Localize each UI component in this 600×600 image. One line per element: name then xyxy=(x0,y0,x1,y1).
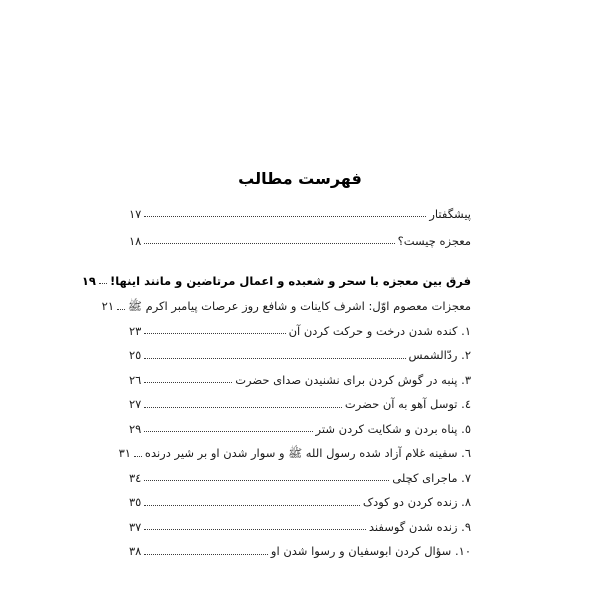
dotted-leader xyxy=(144,407,342,408)
dotted-leader xyxy=(144,505,359,506)
dotted-leader xyxy=(144,480,389,481)
toc-row xyxy=(81,267,471,294)
toc-page-number: ٣٨ xyxy=(129,544,142,559)
toc-entry-text: ٤. توسل آهو به آن حضرت xyxy=(344,397,471,412)
toc-entry-text: پیشگفتار xyxy=(429,206,471,221)
dotted-leader xyxy=(144,243,394,244)
toc-row xyxy=(118,441,471,466)
toc-row xyxy=(129,200,471,227)
toc-entry-text: ٢. ردّالشمس xyxy=(408,348,471,363)
toc-page-number: ٢٥ xyxy=(129,348,142,363)
dotted-leader xyxy=(144,382,232,383)
toc-entry-text: معجزه چیست؟ xyxy=(397,233,471,248)
toc-page-number: ٢١ xyxy=(101,299,115,314)
dotted-leader xyxy=(144,431,312,432)
toc-entry-text: ٣. پنبه در گوش کردن برای نشنیدن صدای حضرت xyxy=(235,372,471,387)
dotted-leader xyxy=(144,554,268,555)
page-title: فهرست مطالب xyxy=(238,169,362,188)
toc-entry-text: ٧. ماجرای کچلی xyxy=(392,470,471,485)
toc-row xyxy=(129,343,471,368)
toc-page-number: ٣١ xyxy=(118,446,131,461)
toc-row xyxy=(129,417,471,442)
toc-row xyxy=(129,490,471,515)
toc-page-number: ٣٥ xyxy=(129,495,142,510)
toc-page-number: ٢٩ xyxy=(129,421,142,436)
toc-entry-text: ٨. زنده کردن دو کودک xyxy=(362,495,471,510)
toc-entry-text: ١٠. سؤال کردن ابوسفیان و رسوا شدن او xyxy=(270,544,471,559)
toc-list xyxy=(81,200,471,564)
toc-row xyxy=(129,466,471,491)
dotted-leader xyxy=(144,529,366,530)
toc-page-number: ١٩ xyxy=(81,273,96,288)
toc-row xyxy=(129,227,471,254)
toc-entry-text: فرق بین معجزه با سحر و شعبده و اعمال مرتاضین و مانند اینها! xyxy=(109,273,471,288)
toc-row xyxy=(129,539,471,564)
toc-entry-text: ٥. پناه بردن و شکایت کردن شتر xyxy=(315,421,471,436)
toc-page-number: ٣٧ xyxy=(129,519,142,534)
toc-page-number: ٢٦ xyxy=(129,372,142,387)
toc-page-number: ٣٤ xyxy=(129,470,142,485)
toc-entry-text: ١. کنده شدن درخت و حرکت کردن آن xyxy=(288,323,471,338)
toc-page-number: ١٨ xyxy=(129,233,142,248)
toc-page-number: ١٧ xyxy=(129,206,142,221)
dotted-leader xyxy=(99,283,107,284)
toc-row xyxy=(129,319,471,344)
toc-row xyxy=(129,515,471,540)
toc-row xyxy=(129,368,471,393)
dotted-leader xyxy=(144,216,426,217)
toc-entry-text: ٦. سفینه غلام آزاد شده رسول الله ﷺ و سوار شدن او بر شیر درنده xyxy=(144,446,471,461)
toc-row xyxy=(129,392,471,417)
toc-page-number: ٢٣ xyxy=(129,323,142,338)
dotted-leader xyxy=(134,456,142,457)
toc-row xyxy=(101,294,471,319)
toc-page-number: ٢٧ xyxy=(129,397,142,412)
dotted-leader xyxy=(117,309,125,310)
toc-entry-text: معجزات معصوم اوّل: اشرف کاینات و شافع روز عرصات پیامبر اکرم ﷺ xyxy=(128,299,471,314)
dotted-leader xyxy=(144,333,285,334)
dotted-leader xyxy=(144,358,405,359)
toc-entry-text: ٩. زنده شدن گوسفند xyxy=(368,519,471,534)
